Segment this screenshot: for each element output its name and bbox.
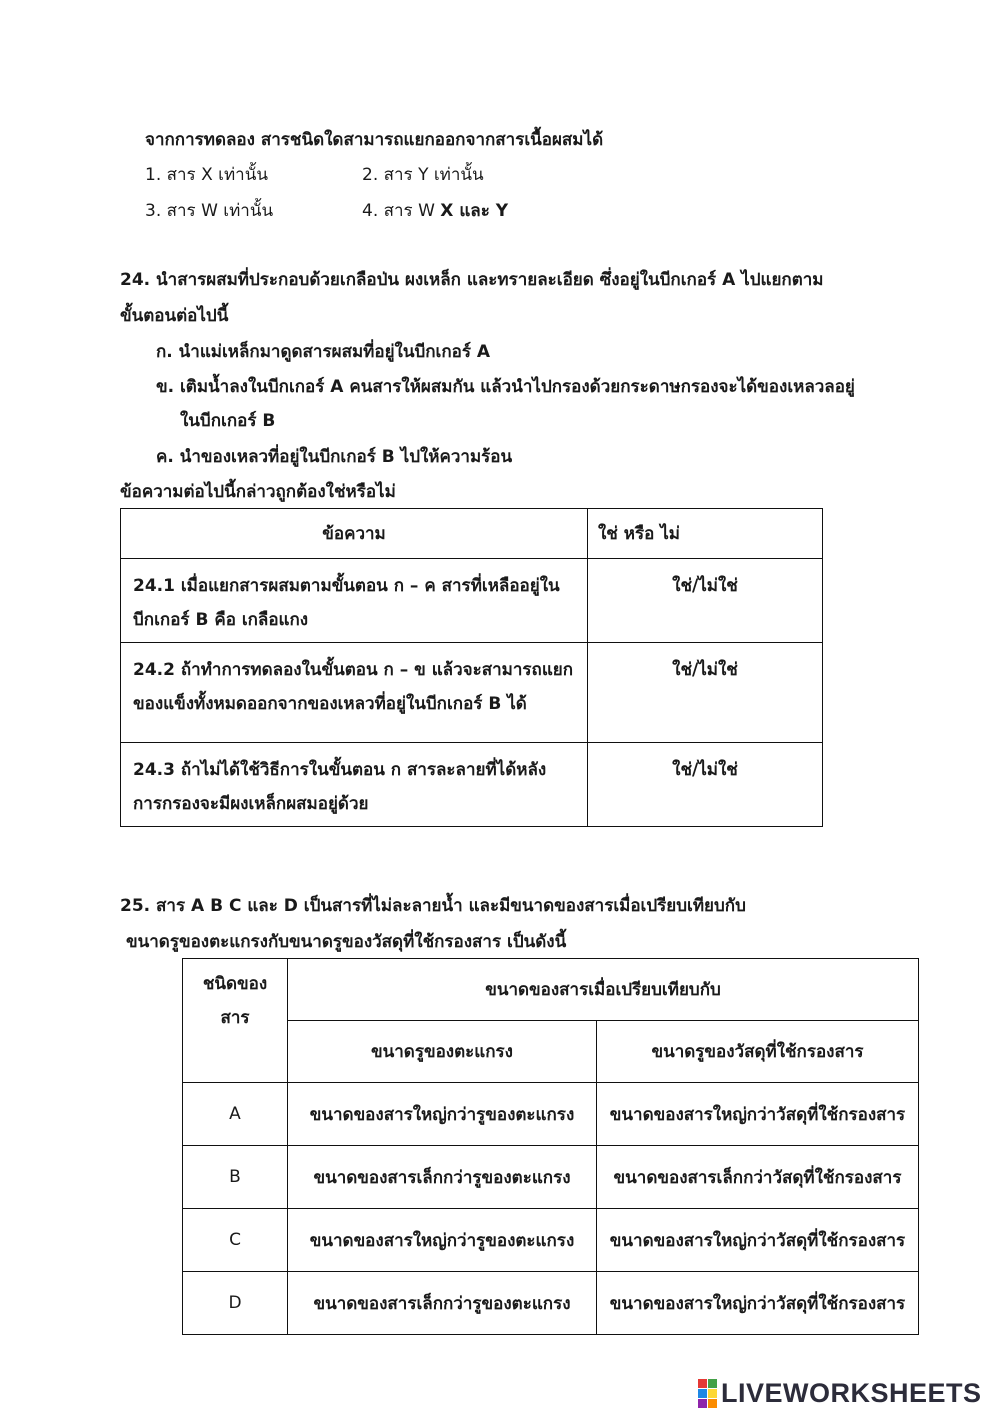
q25-row-filter: ขนาดของสารใหญ่กว่าวัสดุที่ใช้กรองสาร <box>597 1209 919 1272</box>
q24-step-b-line2: ในบีกเกอร์ B <box>180 411 276 431</box>
q24-step-c: ค. นำของเหลวที่อยู่ในบีกเกอร์ B ไปให้ความร้อน <box>156 447 513 467</box>
q24-row-3-line1: 24.3 ถ้าไม่ได้ใช้วิธีการในขั้นตอน ก สารละลายที่ได้หลัง <box>133 760 547 780</box>
q25-row-filter: ขนาดของสารใหญ่กว่าวัสดุที่ใช้กรองสาร <box>597 1272 919 1335</box>
q24-row-1-statement <box>121 559 588 643</box>
q25-header-sieve: ขนาดรูของตะแกรง <box>288 1021 597 1083</box>
q24-table <box>120 508 823 827</box>
q23-option-2: 2. สาร Y เท่านั้น <box>362 165 484 185</box>
q25-table-header-2 <box>183 1021 919 1083</box>
q23-option-1: 1. สาร X เท่านั้น <box>145 165 268 185</box>
q25-header-type <box>183 959 288 1083</box>
q24-row-1-answer[interactable]: ใช่/ไม่ใช่ <box>588 559 823 643</box>
q24-row-2-statement <box>121 643 588 743</box>
logo-text: LIVEWORKSHEETS <box>721 1377 982 1408</box>
liveworksheets-logo <box>698 1378 982 1408</box>
q24-header-answer: ใช่ หรือ ไม่ <box>588 509 823 559</box>
q23-option-4 <box>362 197 508 224</box>
q25-row-sieve: ขนาดของสารใหญ่กว่ารูของตะแกรง <box>288 1083 597 1146</box>
q24-row-3-answer[interactable]: ใช่/ไม่ใช่ <box>588 743 823 827</box>
q24-row-3-line2: การกรองจะมีผงเหล็กผสมอยู่ด้วย <box>133 794 369 814</box>
q24-row-1-line2: บีกเกอร์ B คือ เกลือแกง <box>133 610 309 630</box>
table-row <box>121 559 823 643</box>
q23-option-3: 3. สาร W เท่านั้น <box>145 201 274 221</box>
q25-header-type-line1: ชนิดของ <box>202 974 268 994</box>
q25-intro-line2: ขนาดรูของตะแกรงกับขนาดรูของวัสดุที่ใช้กรองสาร เป็นดังนี้ <box>126 932 567 952</box>
table-row <box>121 743 823 827</box>
q25-table <box>182 958 919 1335</box>
q23-option-4-prefix: 4. สาร W <box>362 201 435 221</box>
q24-step-b-line1: ข. เติมน้ำลงในบีกเกอร์ A คนสารให้ผสมกัน แล้วนำไปกรองด้วยกระดาษกรองจะได้ของเหลวลอยู่ <box>156 377 855 397</box>
q25-row-sieve: ขนาดของสารเล็กกว่ารูของตะแกรง <box>288 1146 597 1209</box>
table-row <box>183 1209 919 1272</box>
q25-header-type-line2: สาร <box>220 1008 250 1028</box>
q23-question: จากการทดลอง สารชนิดใดสามารถแยกออกจากสารเนื้อผสมได้ <box>145 130 604 150</box>
q24-prompt: ข้อความต่อไปนี้กล่าวถูกต้องใช่หรือไม่ <box>120 482 396 502</box>
q25-header-compare: ขนาดของสารเมื่อเปรียบเทียบกับ <box>288 959 919 1021</box>
table-row <box>183 1146 919 1209</box>
q25-row-type: D <box>183 1272 288 1335</box>
q23-option-4-bold: X และ Y <box>440 201 509 221</box>
q25-table-header-1 <box>183 959 919 1021</box>
q24-intro-line2: ขั้นตอนต่อไปนี้ <box>120 306 229 326</box>
q25-row-filter: ขนาดของสารใหญ่กว่าวัสดุที่ใช้กรองสาร <box>597 1083 919 1146</box>
q25-row-filter: ขนาดของสารเล็กกว่าวัสดุที่ใช้กรองสาร <box>597 1146 919 1209</box>
q24-row-2-answer[interactable]: ใช่/ไม่ใช่ <box>588 643 823 743</box>
q24-row-1-line1: 24.1 เมื่อแยกสารผสมตามขั้นตอน ก – ค สารที่เหลืออยู่ใน <box>133 576 560 596</box>
q25-intro-line1: 25. สาร A B C และ D เป็นสารที่ไม่ละลายน้ำ และมีขนาดของสารเมื่อเปรียบเทียบกับ <box>120 896 746 916</box>
q24-intro-line1: 24. นำสารผสมที่ประกอบด้วยเกลือป่น ผงเหล็ก และทรายละเอียด ซึ่งอยู่ในบีกเกอร์ A ไปแยกตาม <box>120 270 824 290</box>
table-row <box>121 643 823 743</box>
q24-table-header <box>121 509 823 559</box>
q24-step-a: ก. นำแม่เหล็กมาดูดสารผสมที่อยู่ในบีกเกอร์ A <box>156 342 491 362</box>
table-row <box>183 1083 919 1146</box>
logo-mark-icon <box>698 1379 717 1408</box>
q24-row-2-line1: 24.2 ถ้าทำการทดลองในขั้นตอน ก – ข แล้วจะสามารถแยก <box>133 660 574 680</box>
q25-header-filter: ขนาดรูของวัสดุที่ใช้กรองสาร <box>597 1021 919 1083</box>
q25-row-type: C <box>183 1209 288 1272</box>
q25-row-type: A <box>183 1083 288 1146</box>
q24-row-3-statement <box>121 743 588 827</box>
table-row <box>183 1272 919 1335</box>
q24-header-statement: ข้อความ <box>121 509 588 559</box>
q25-row-sieve: ขนาดของสารเล็กกว่ารูของตะแกรง <box>288 1272 597 1335</box>
q25-row-sieve: ขนาดของสารใหญ่กว่ารูของตะแกรง <box>288 1209 597 1272</box>
q25-row-type: B <box>183 1146 288 1209</box>
q24-row-2-line2: ของแข็งทั้งหมดออกจากของเหลวที่อยู่ในบีกเกอร์ B ได้ <box>133 694 527 714</box>
